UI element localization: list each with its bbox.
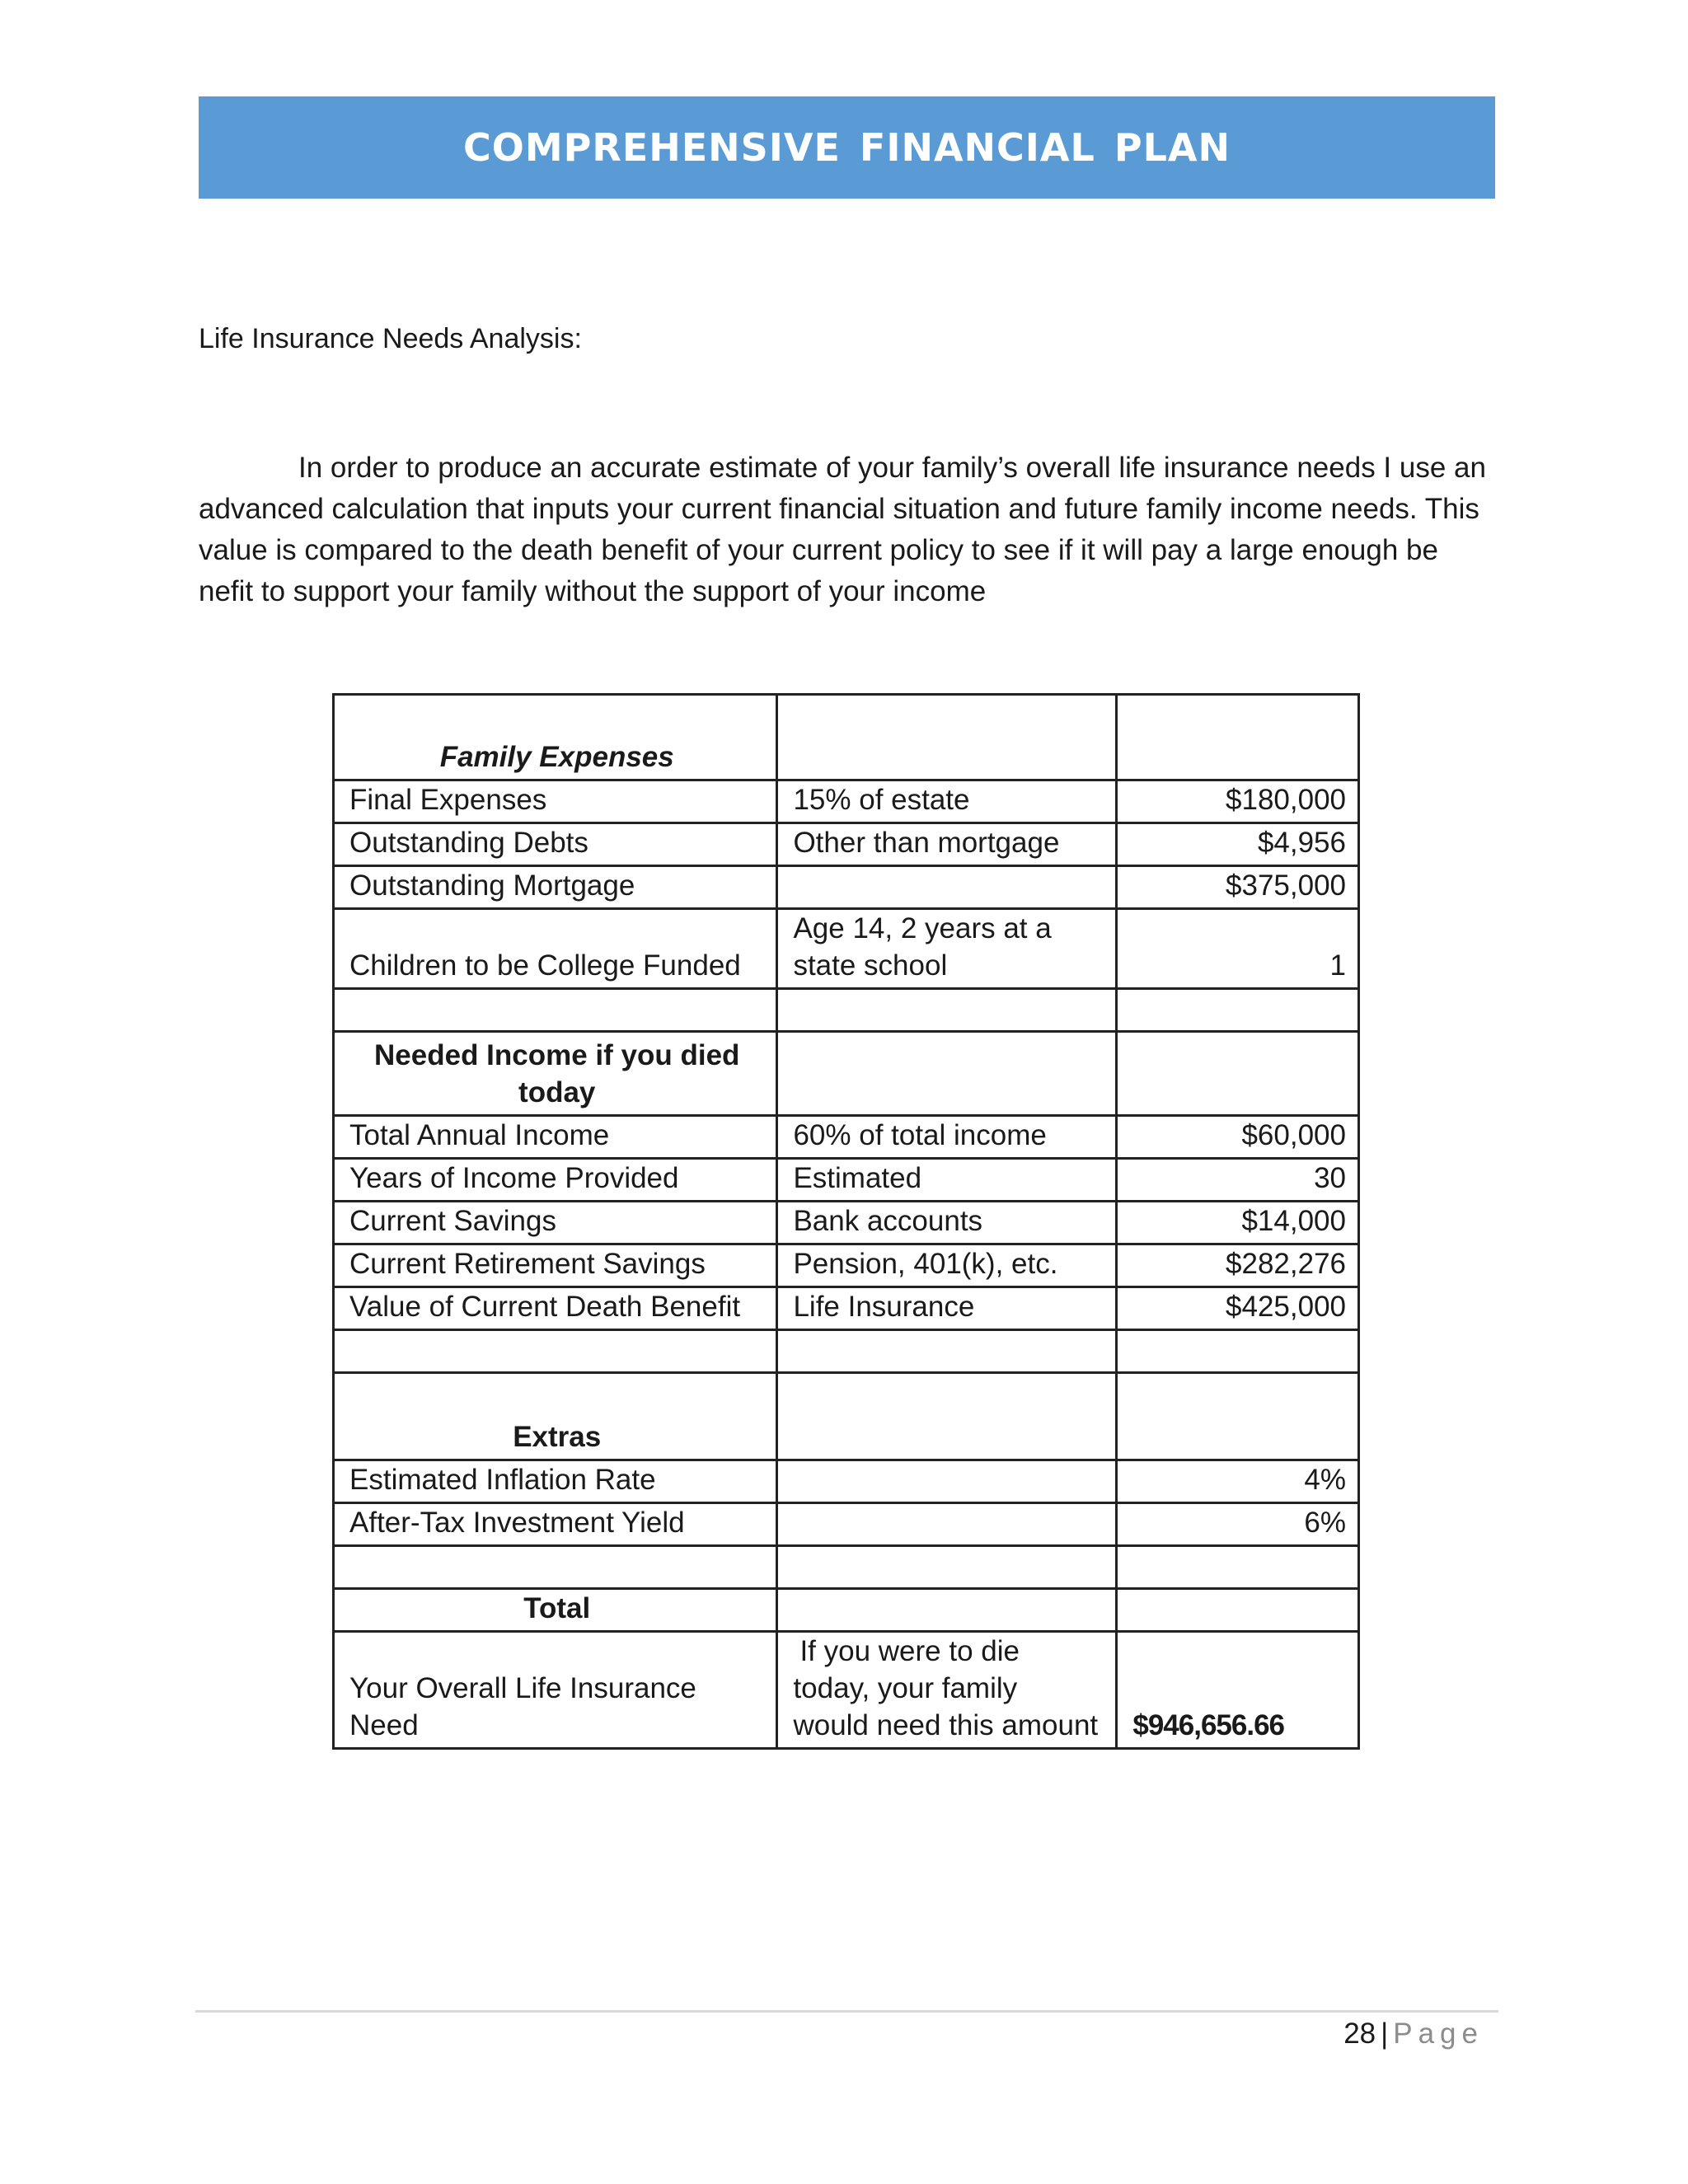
table-row — [334, 1287, 1359, 1330]
table-row-needed-income-heading — [334, 1032, 1359, 1116]
row-value: 1 — [1117, 909, 1359, 989]
empty-cell — [777, 695, 1117, 780]
table-row — [334, 1244, 1359, 1287]
header-banner — [199, 96, 1495, 199]
row-note-line: state school — [793, 949, 948, 982]
total-note — [777, 1632, 1117, 1749]
row-label: Outstanding Mortgage — [334, 866, 777, 909]
table-row — [334, 1159, 1359, 1202]
page-label: Page — [1393, 2018, 1484, 2050]
total-label: Your Overall Life Insurance Need — [334, 1632, 777, 1749]
empty-cell — [777, 1032, 1117, 1116]
total-heading: Total — [334, 1589, 777, 1632]
intro-paragraph — [199, 448, 1495, 612]
row-note-line: Age 14, 2 years at a — [793, 912, 1052, 944]
row-value: $375,000 — [1117, 866, 1359, 909]
row-label: Estimated Inflation Rate — [334, 1460, 777, 1503]
table-row — [334, 909, 1359, 989]
page-footer — [1343, 2013, 1484, 2055]
empty-cell — [1117, 1373, 1359, 1460]
empty-cell — [334, 1330, 777, 1373]
empty-cell — [1117, 989, 1359, 1032]
table-row — [334, 1503, 1359, 1546]
document-title: COMPREHENSIVE FINANCIAL PLAN — [463, 125, 1231, 170]
table-row-total — [334, 1632, 1359, 1749]
row-note — [777, 909, 1117, 989]
table-row-total-heading — [334, 1589, 1359, 1632]
row-value: $60,000 — [1117, 1116, 1359, 1159]
needed-income-heading — [334, 1032, 777, 1116]
empty-cell — [777, 1589, 1117, 1632]
table-row — [334, 1202, 1359, 1244]
table-row-spacer — [334, 1546, 1359, 1589]
row-note: Bank accounts — [777, 1202, 1117, 1244]
row-value: 6% — [1117, 1503, 1359, 1546]
empty-cell — [334, 989, 777, 1032]
row-label: Total Annual Income — [334, 1116, 777, 1159]
empty-cell — [777, 1373, 1117, 1460]
total-note-line: would need this amount — [793, 1709, 1099, 1741]
total-note-line: today, your family — [793, 1672, 1018, 1704]
section-heading: Life Insurance Needs Analysis: — [199, 323, 582, 354]
empty-cell — [1117, 695, 1359, 780]
row-label: Current Retirement Savings — [334, 1244, 777, 1287]
table-row — [334, 823, 1359, 866]
row-label: Years of Income Provided — [334, 1159, 777, 1202]
table-row-extras-heading — [334, 1373, 1359, 1460]
footer-divider — [195, 2010, 1498, 2013]
row-value: $425,000 — [1117, 1287, 1359, 1330]
family-expenses-heading: Family Expenses — [334, 695, 777, 780]
row-note: 15% of estate — [777, 780, 1117, 823]
intro-text: In order to produce an accurate estimate of your family’s overall life insurance needs I use an advanced calculation that inputs your current financial situation and future family income needs. This value is compared to the death benefit of your current policy to see if it will pay a large enough be nefit to support your family without the support of your income — [199, 452, 1486, 607]
empty-cell — [334, 1546, 777, 1589]
table-row-spacer — [334, 989, 1359, 1032]
row-value: 30 — [1117, 1159, 1359, 1202]
table-row-family-expenses-heading — [334, 695, 1359, 780]
row-note — [777, 866, 1117, 909]
empty-cell — [777, 1546, 1117, 1589]
total-value: $946,656.66 — [1117, 1632, 1359, 1749]
row-note: Pension, 401(k), etc. — [777, 1244, 1117, 1287]
row-label: After-Tax Investment Yield — [334, 1503, 777, 1546]
table-row — [334, 1116, 1359, 1159]
row-value: $14,000 — [1117, 1202, 1359, 1244]
empty-cell — [1117, 1330, 1359, 1373]
row-note: Life Insurance — [777, 1287, 1117, 1330]
row-note: Estimated — [777, 1159, 1117, 1202]
table-row — [334, 866, 1359, 909]
heading-line: Needed Income if you died — [374, 1039, 740, 1071]
table-row — [334, 780, 1359, 823]
row-label: Current Savings — [334, 1202, 777, 1244]
empty-cell — [777, 1330, 1117, 1373]
row-value: $4,956 — [1117, 823, 1359, 866]
table-row — [334, 1460, 1359, 1503]
table-row-spacer — [334, 1330, 1359, 1373]
footer-separator: | — [1381, 2018, 1389, 2050]
total-note-line: If you were to die — [799, 1635, 1020, 1667]
row-value: 4% — [1117, 1460, 1359, 1503]
row-label: Final Expenses — [334, 780, 777, 823]
empty-cell — [777, 1460, 1117, 1503]
row-label: Value of Current Death Benefit — [334, 1287, 777, 1330]
row-value: $180,000 — [1117, 780, 1359, 823]
heading-line: today — [518, 1076, 596, 1108]
extras-heading: Extras — [334, 1373, 777, 1460]
page-number: 28 — [1343, 2018, 1376, 2050]
empty-cell — [1117, 1032, 1359, 1116]
empty-cell — [777, 989, 1117, 1032]
row-note: Other than mortgage — [777, 823, 1117, 866]
empty-cell — [777, 1503, 1117, 1546]
life-insurance-needs-table — [332, 693, 1360, 1750]
empty-cell — [1117, 1589, 1359, 1632]
row-label: Children to be College Funded — [334, 909, 777, 989]
row-label: Outstanding Debts — [334, 823, 777, 866]
row-value: $282,276 — [1117, 1244, 1359, 1287]
row-note: 60% of total income — [777, 1116, 1117, 1159]
empty-cell — [1117, 1546, 1359, 1589]
